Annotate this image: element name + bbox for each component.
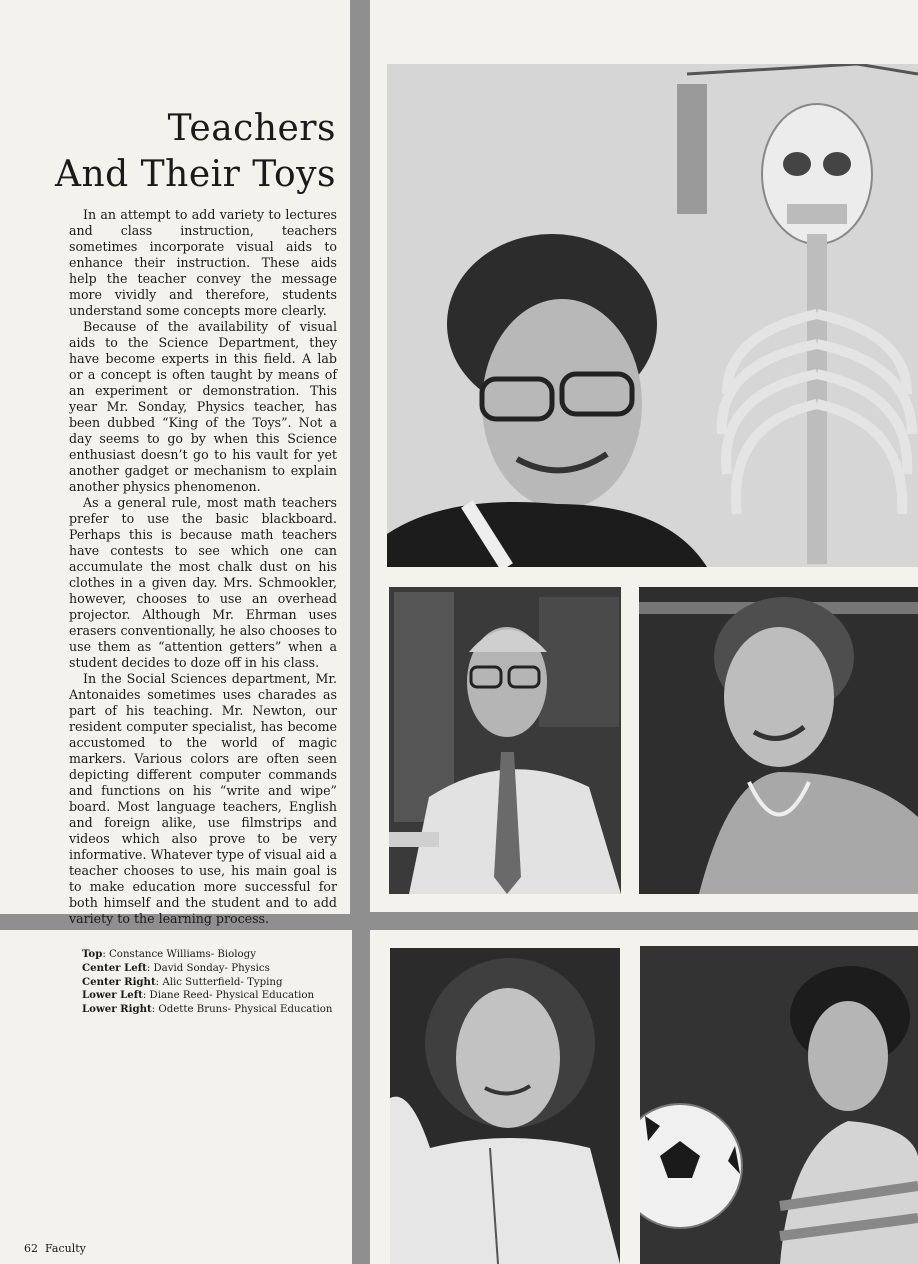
photo-captions xyxy=(82,948,342,1017)
page-footer xyxy=(24,1242,86,1255)
caption-label: Lower Left xyxy=(82,989,143,1002)
caption-label: Center Left xyxy=(82,961,147,974)
caption-center-right xyxy=(82,976,342,990)
title-line-2: And Their Toys xyxy=(54,154,336,195)
caption-text: : Alic Sutterfield- Typing xyxy=(155,976,283,988)
article-body xyxy=(69,207,337,927)
caption-lower-left xyxy=(82,989,342,1003)
page-number: 62 xyxy=(24,1242,38,1255)
section-name: Faculty xyxy=(45,1242,86,1255)
caption-center-left xyxy=(82,962,342,976)
photo-man-with-tie xyxy=(389,587,621,894)
caption-label: Top xyxy=(82,948,103,960)
paragraph-3: As a general rule, most math teachers prefer to use the basic blackboard. Perhaps this is because math teachers have contests to see which one can accumulate the most chalk dust on his clothes in a given day. Mrs. Schmookler, however, chooses to use an overhead projector. Although Mr. Ehrman uses erasers conventionally, he also chooses to use them as “attention getters” when a student decides to doze off in his class. xyxy=(69,495,337,670)
article-title xyxy=(20,106,336,198)
paragraph-4: In the Social Sciences department, Mr. Antonaides sometimes uses charades as part of his teaching. Mr. Newton, our resident computer specialist, has become accustomed to the world of magic markers. Various colors are often seen depicting different computer commands and functions on his “write and wipe” board. Most language teachers, English and foreign alike, use filmstrips and videos which also prove to be very informative. Whatever type of visual aid a teacher chooses to use, his main goal is to make education more successful for both himself and the student and to add variety to the learning process. xyxy=(69,671,337,926)
caption-label: Lower Right xyxy=(82,1003,152,1016)
paragraph-2: Because of the availability of visual aids to the Science Department, they have become experts in this field. A lab or a concept is often taught by means of an experiment or demonstration. This year Mr. Sonday, Physics teacher, has been dubbed “King of the Toys”. Not a day seems to go by when this Science enthusiast doesn’t go to his vault for yet another gadget or mechanism to explain another physics phenomenon. xyxy=(69,319,337,494)
caption-text: : Odette Bruns- Physical Education xyxy=(151,1004,333,1016)
caption-top xyxy=(82,948,342,962)
caption-lower-right xyxy=(82,1003,342,1017)
photo-woman-curly-hair xyxy=(390,948,620,1264)
caption-text: : David Sonday- Physics xyxy=(146,962,270,974)
photo-teacher-with-skeleton xyxy=(387,64,918,567)
photo-woman-with-soccer-ball xyxy=(640,946,918,1264)
paragraph-1: In an attempt to add variety to lectures and class instruction, teachers sometimes incorporate visual aids to enhance their instruction. These aids help the teacher convey the message more vividly and therefore, students understand some concepts more clearly. xyxy=(69,207,337,318)
caption-label: Center Right xyxy=(82,975,156,988)
caption-text: : Constance Williams- Biology xyxy=(102,949,256,960)
caption-text: : Diane Reed- Physical Education xyxy=(142,990,315,1002)
title-line-1: Teachers xyxy=(167,108,336,149)
photo-woman-short-hair xyxy=(639,587,918,894)
